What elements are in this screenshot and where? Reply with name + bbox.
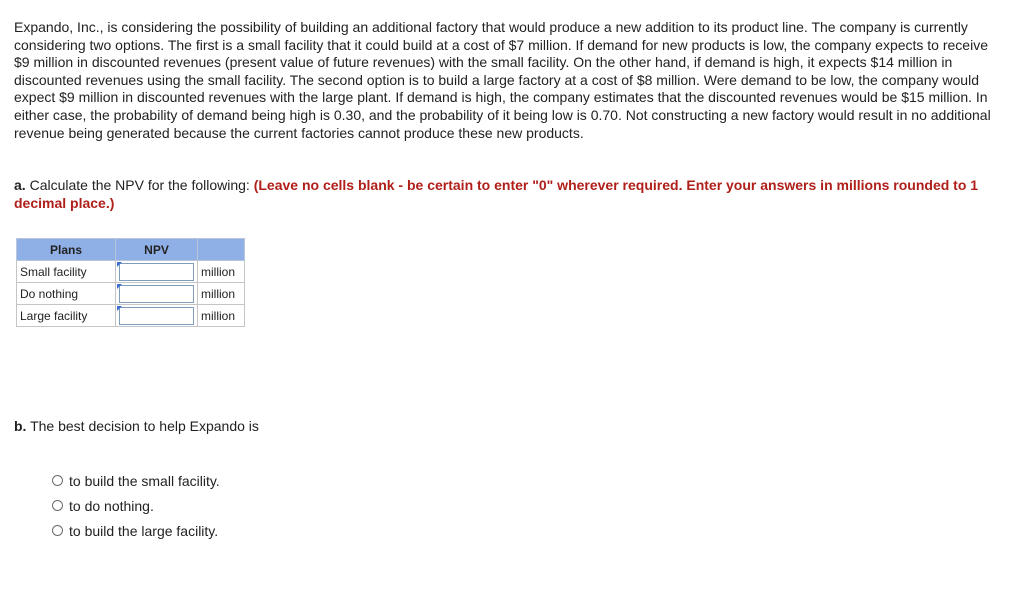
radio-button[interactable]	[52, 525, 63, 536]
option-do-nothing[interactable]	[52, 493, 220, 518]
part-a-instruction: (Leave no cells blank - be certain to enter "0" wherever required. Enter your answers in millions rounded to 1 decimal place.)	[14, 177, 979, 211]
plan-name: Do nothing	[17, 283, 116, 305]
npv-input-large-facility[interactable]	[119, 307, 194, 325]
flag-icon	[117, 284, 122, 289]
plans-header: Plans	[17, 239, 116, 261]
npv-input-do-nothing[interactable]	[119, 285, 194, 303]
radio-button[interactable]	[52, 500, 63, 511]
decision-options	[52, 468, 220, 543]
radio-button[interactable]	[52, 475, 63, 486]
npv-input-small-facility[interactable]	[119, 263, 194, 281]
part-a-question: Calculate the NPV for the following:	[29, 177, 250, 193]
unit-label: million	[198, 261, 245, 283]
npv-input-cell	[116, 261, 198, 283]
problem-statement: Expando, Inc., is considering the possibility of building an additional factory that would produce a new addition to its product line. The company is currently considering two options. The first is a small facility that it could build at a cost of $7 million. If demand for new products is low, the company expects to receive $9 million in discounted revenues (present value of future revenues) with the small facility. On the other hand, if demand is high, it expects $14 million in discounted revenues using the small facility. The second option is to build a large factory at a cost of $8 million. Were demand to be low, the company would expect $9 million in discounted revenues with the large plant. If demand is high, the company estimates that the discounted revenues would be $15 million. In either case, the probability of demand being high is 0.30, and the probability of it being low is 0.70. Not constructing a new factory would result in no additional revenue being generated because the current factories cannot produce these new products.	[14, 19, 991, 141]
option-label: to build the small facility.	[69, 472, 220, 489]
part-a-prompt	[14, 177, 999, 212]
flag-icon	[117, 262, 122, 267]
unit-label: million	[198, 283, 245, 305]
npv-input-cell	[116, 305, 198, 327]
option-large-facility[interactable]	[52, 518, 220, 543]
part-b-letter: b.	[14, 418, 27, 434]
option-label: to do nothing.	[69, 497, 154, 514]
table-row	[17, 261, 245, 283]
table-row	[17, 283, 245, 305]
part-b-question: The best decision to help Expando is	[30, 418, 259, 434]
flag-icon	[117, 306, 122, 311]
part-b-prompt	[14, 418, 259, 435]
part-a-letter: a.	[14, 177, 26, 193]
npv-table-header-row	[17, 239, 245, 261]
option-label: to build the large facility.	[69, 522, 219, 539]
plan-name: Large facility	[17, 305, 116, 327]
npv-table	[16, 238, 245, 327]
unit-header	[198, 239, 245, 261]
plan-name: Small facility	[17, 261, 116, 283]
table-row	[17, 305, 245, 327]
option-small-facility[interactable]	[52, 468, 220, 493]
unit-label: million	[198, 305, 245, 327]
npv-header: NPV	[116, 239, 198, 261]
npv-input-cell	[116, 283, 198, 305]
